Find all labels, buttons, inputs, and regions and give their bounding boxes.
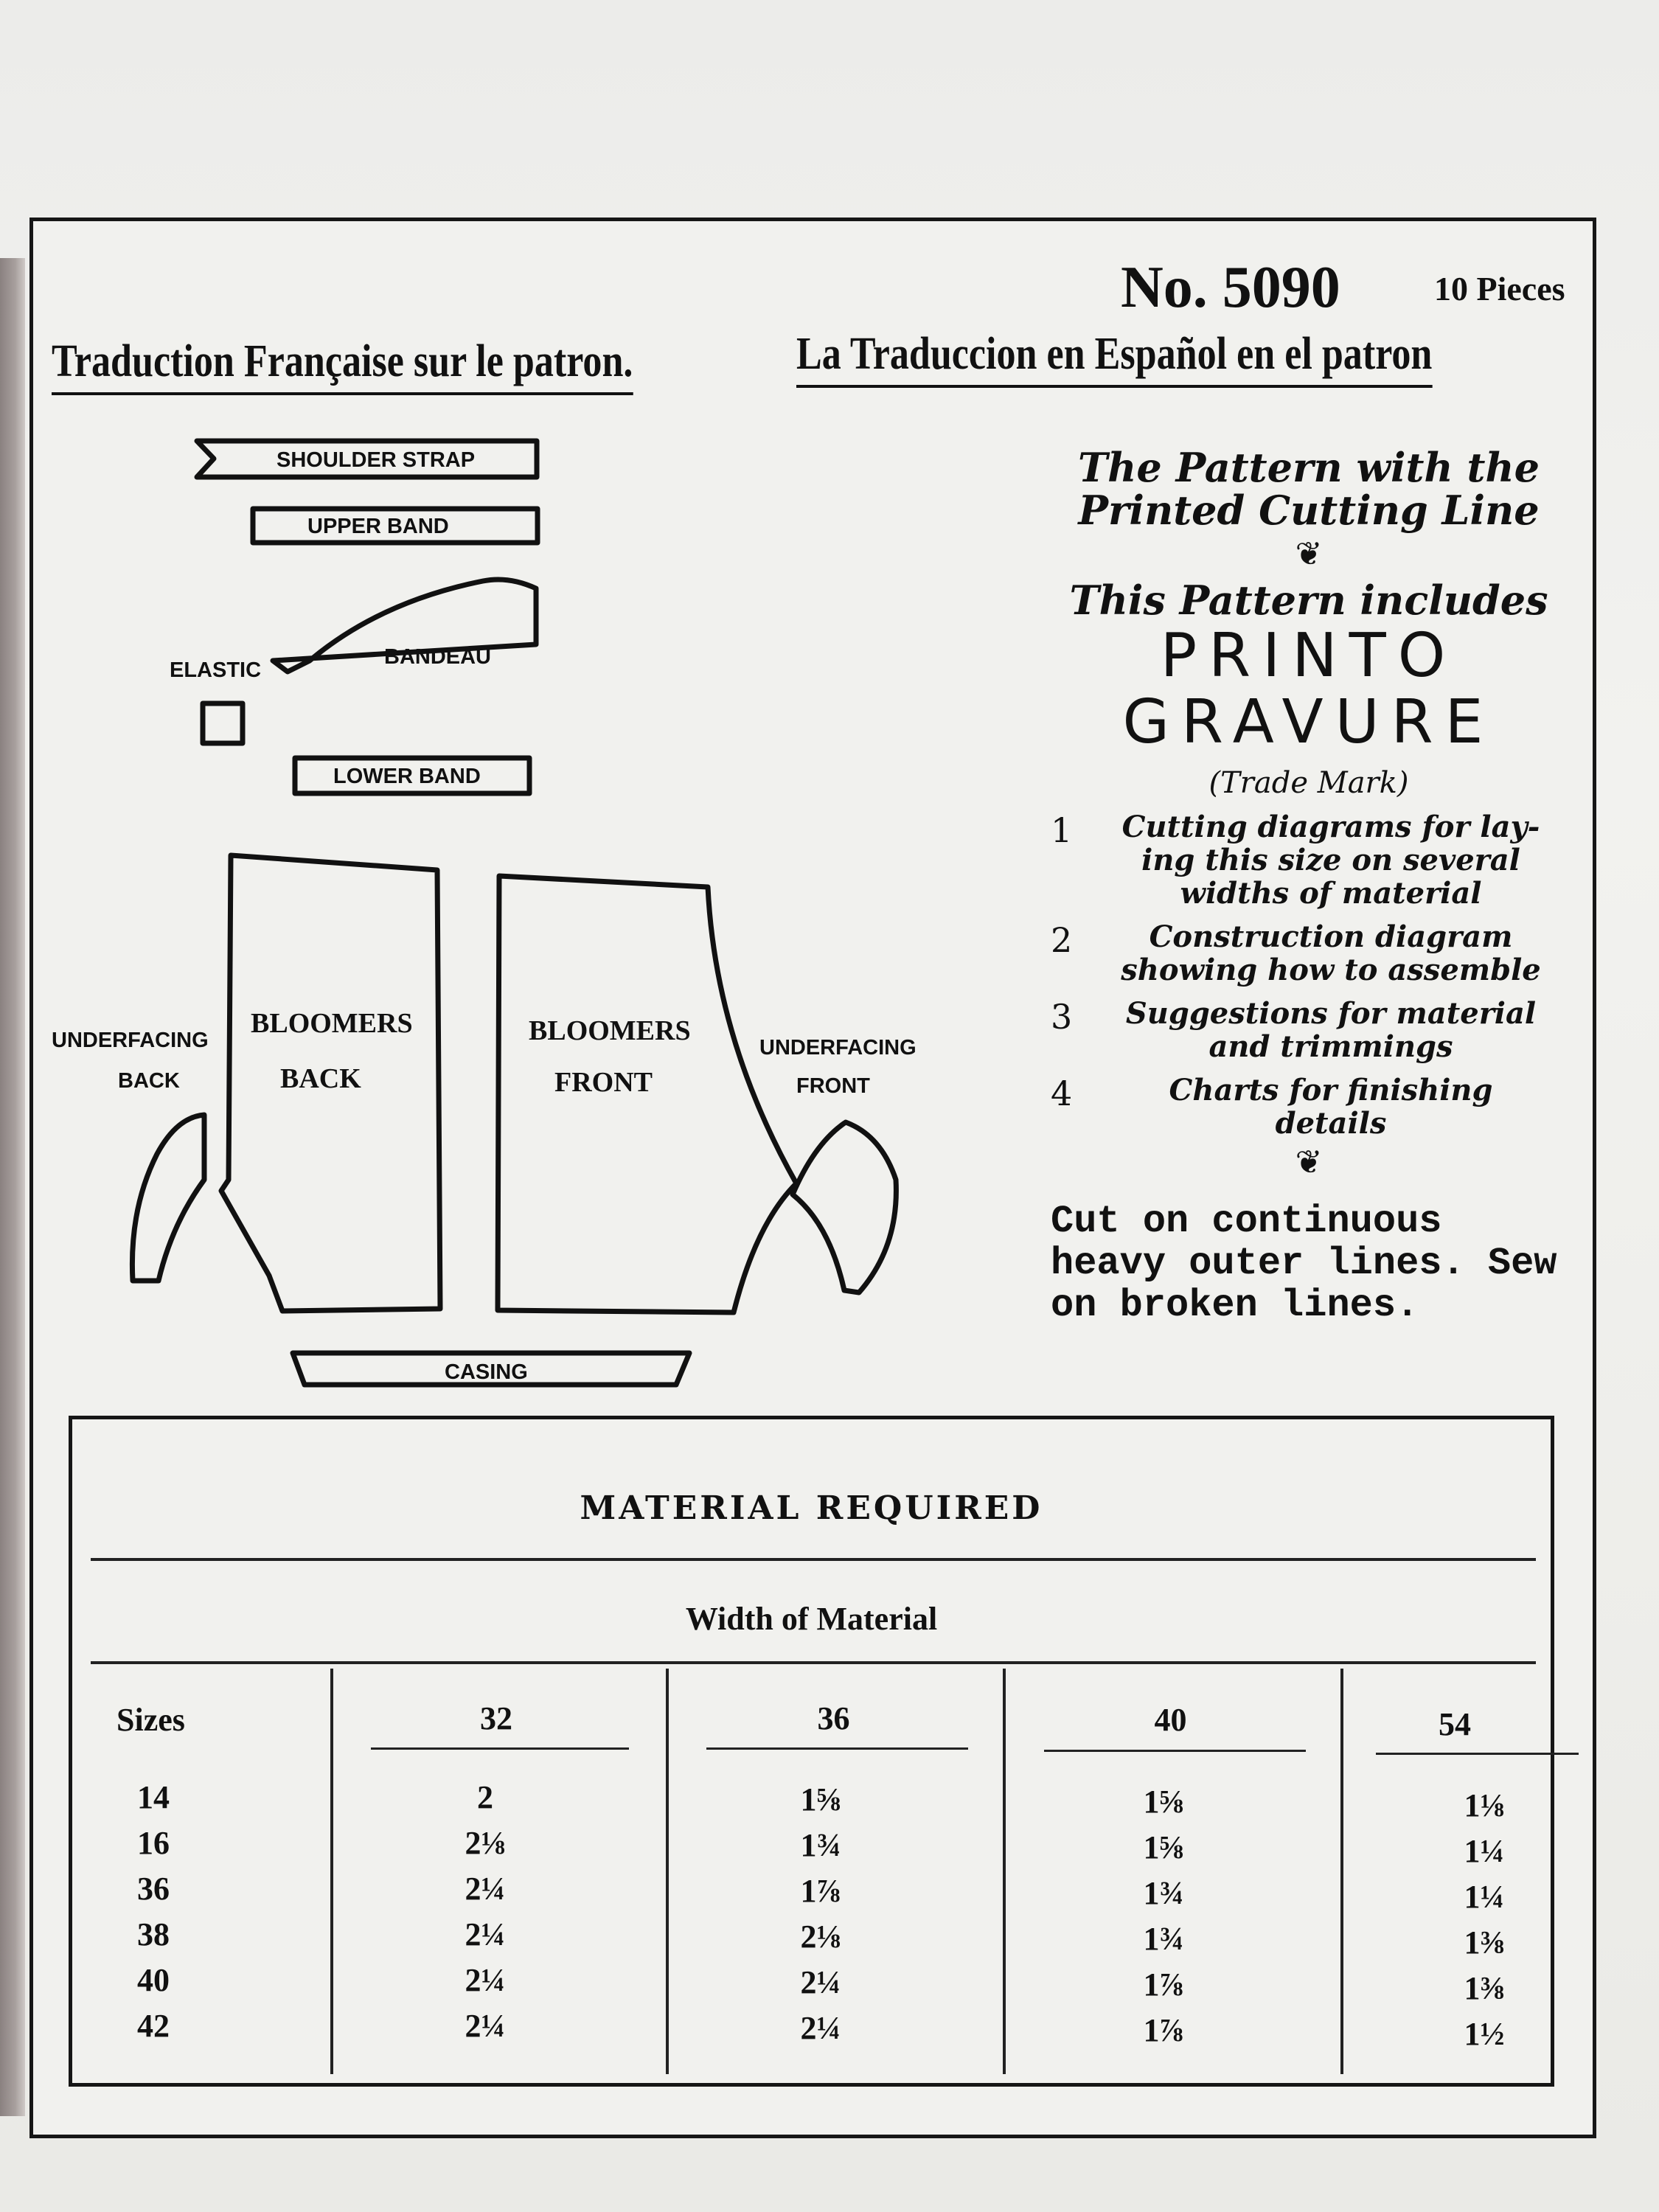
feature-item [1051,997,1567,1063]
width-header-32: 32 [480,1700,512,1736]
elastic-label: ELASTIC [170,658,262,682]
yardage-cell: 1⅝ [800,1781,841,1818]
feature-text-line: widths of material [1180,876,1482,911]
yardage-cell: 2¼ [465,2008,506,2044]
yardage-cell: 1¾ [800,1827,841,1863]
underfacing-front-piece [793,1122,896,1293]
instructions-line-3: on broken lines. [1051,1284,1419,1327]
feature-number: 3 [1051,997,1073,1037]
elastic-piece [203,703,243,743]
tagline-line-2: Printed Cutting Line [1078,487,1540,534]
feature-item [1051,1074,1567,1140]
yardage-cell: 2¼ [800,2010,841,2046]
pattern-envelope-sheet [29,218,1596,2138]
yardage-cell: 1⅝ [1143,1829,1184,1865]
feature-text-line: Charts for finishing [1169,1073,1493,1107]
bloomers-front-label-1: BLOOMERS [529,1015,691,1046]
yardage-cell: 1⅞ [1143,1966,1184,2003]
feature-number: 1 [1051,810,1073,850]
size-cell: 40 [137,1962,170,1998]
leaf-ornament-icon: ❦ [1295,1144,1323,1181]
width-header-54: 54 [1439,1706,1471,1742]
feature-item [1051,810,1567,910]
underfacing-front-label-1: UNDERFACING [759,1036,917,1060]
yardage-cell: 1⅛ [1464,1787,1505,1823]
yardage-cell: 1⅞ [1143,2012,1184,2048]
table-title: MATERIAL REQUIRED [580,1489,1043,1527]
trademark-note: (Trade Mark) [1208,766,1409,800]
photo-background-edge [0,258,25,2116]
yardage-cell: 1⅜ [1464,1970,1505,2006]
pattern-number: No. 5090 [1121,255,1340,320]
sizes-header: Sizes [116,1702,185,1738]
header-underline [1376,1753,1579,1755]
feature-text-line: and trimmings [1208,1029,1453,1064]
yardage-cell: 1¼ [1464,1833,1505,1869]
includes-heading: This Pattern includes [1069,577,1548,624]
table-rule [91,1661,1536,1664]
yardage-cell: 1⅝ [1143,1784,1184,1820]
yardage-cell: 1¾ [1143,1921,1184,1957]
size-cell: 14 [137,1779,170,1815]
yardage-cell: 2⅛ [465,1825,506,1861]
pieces-count: 10 Pieces [1434,270,1565,307]
underfacing-front-label-2: FRONT [796,1074,870,1098]
size-cell: 36 [137,1871,170,1907]
spanish-translation-note: La Traduccion en Español en el patron [796,328,1432,388]
table-rule [91,1558,1536,1561]
feature-number: 4 [1051,1074,1073,1113]
instructions-line-2: heavy outer lines. Sew [1051,1242,1557,1285]
material-required-table [69,1416,1554,2087]
column-divider [1003,1669,1006,2074]
yardage-cell: 1¾ [1143,1875,1184,1911]
french-translation-note: Traduction Française sur le patron. [52,335,633,395]
cutting-instructions [1051,1200,1567,1326]
column-divider [666,1669,669,2074]
tagline-line-1: The Pattern with the [1077,444,1540,491]
feature-text-line: ing this size on several [1141,843,1520,877]
feature-text-line: Suggestions for material [1125,996,1537,1031]
yardage-cell: 1½ [1464,2016,1505,2052]
width-of-material-label: Width of Material [685,1601,938,1637]
feature-number: 2 [1051,920,1073,960]
casing-label: CASING [445,1360,528,1384]
header-underline [706,1747,968,1750]
underfacing-back-label-2: BACK [118,1069,180,1093]
feature-text-line: Cutting diagrams for lay- [1121,810,1540,844]
size-cell: 42 [137,2008,170,2044]
yardage-cell: 2¼ [465,1962,506,1998]
yardage-cell: 1¼ [1464,1879,1505,1915]
feature-item [1051,920,1567,987]
yardage-cell: 2¼ [465,1871,506,1907]
feature-text-line: details [1275,1106,1387,1141]
underfacing-back-piece [132,1115,204,1281]
instructions-line-1: Cut on continuous [1051,1200,1442,1243]
feature-text-line: Construction diagram [1149,919,1513,954]
yardage-cell: 2 [477,1779,493,1815]
size-cell: 38 [137,1916,170,1952]
leaf-ornament-icon: ❦ [1295,535,1323,573]
width-header-40: 40 [1154,1702,1187,1738]
bloomers-back-label-1: BLOOMERS [251,1008,413,1039]
shoulder-strap-label: SHOULDER STRAP [276,448,476,472]
bandeau-label: BANDEAU [384,645,491,669]
feature-text-line: showing how to assemble [1121,953,1541,987]
yardage-cell: 1⅞ [800,1873,841,1909]
width-header-36: 36 [817,1700,850,1736]
column-divider [330,1669,333,2074]
yardage-cell: 1⅜ [1464,1924,1505,1961]
yardage-cell: 2⅛ [800,1919,841,1955]
yardage-cell: 2¼ [800,1964,841,2000]
yardage-cell: 2¼ [465,1916,506,1952]
bloomers-back-label-2: BACK [280,1063,361,1094]
upper-band-label: UPPER BAND [307,515,449,538]
size-cell: 16 [137,1825,170,1861]
lower-band-label: LOWER BAND [333,765,481,788]
header-underline [1044,1750,1306,1752]
bloomers-front-label-2: FRONT [554,1067,653,1098]
brand-name-line-2: GRAVURE [1122,687,1495,757]
brand-name-line-1: PRINTO [1160,621,1458,691]
underfacing-back-label-1: UNDERFACING [52,1029,209,1052]
header-underline [371,1747,629,1750]
column-divider [1340,1669,1343,2074]
pattern-info-panel [1051,446,1567,1326]
